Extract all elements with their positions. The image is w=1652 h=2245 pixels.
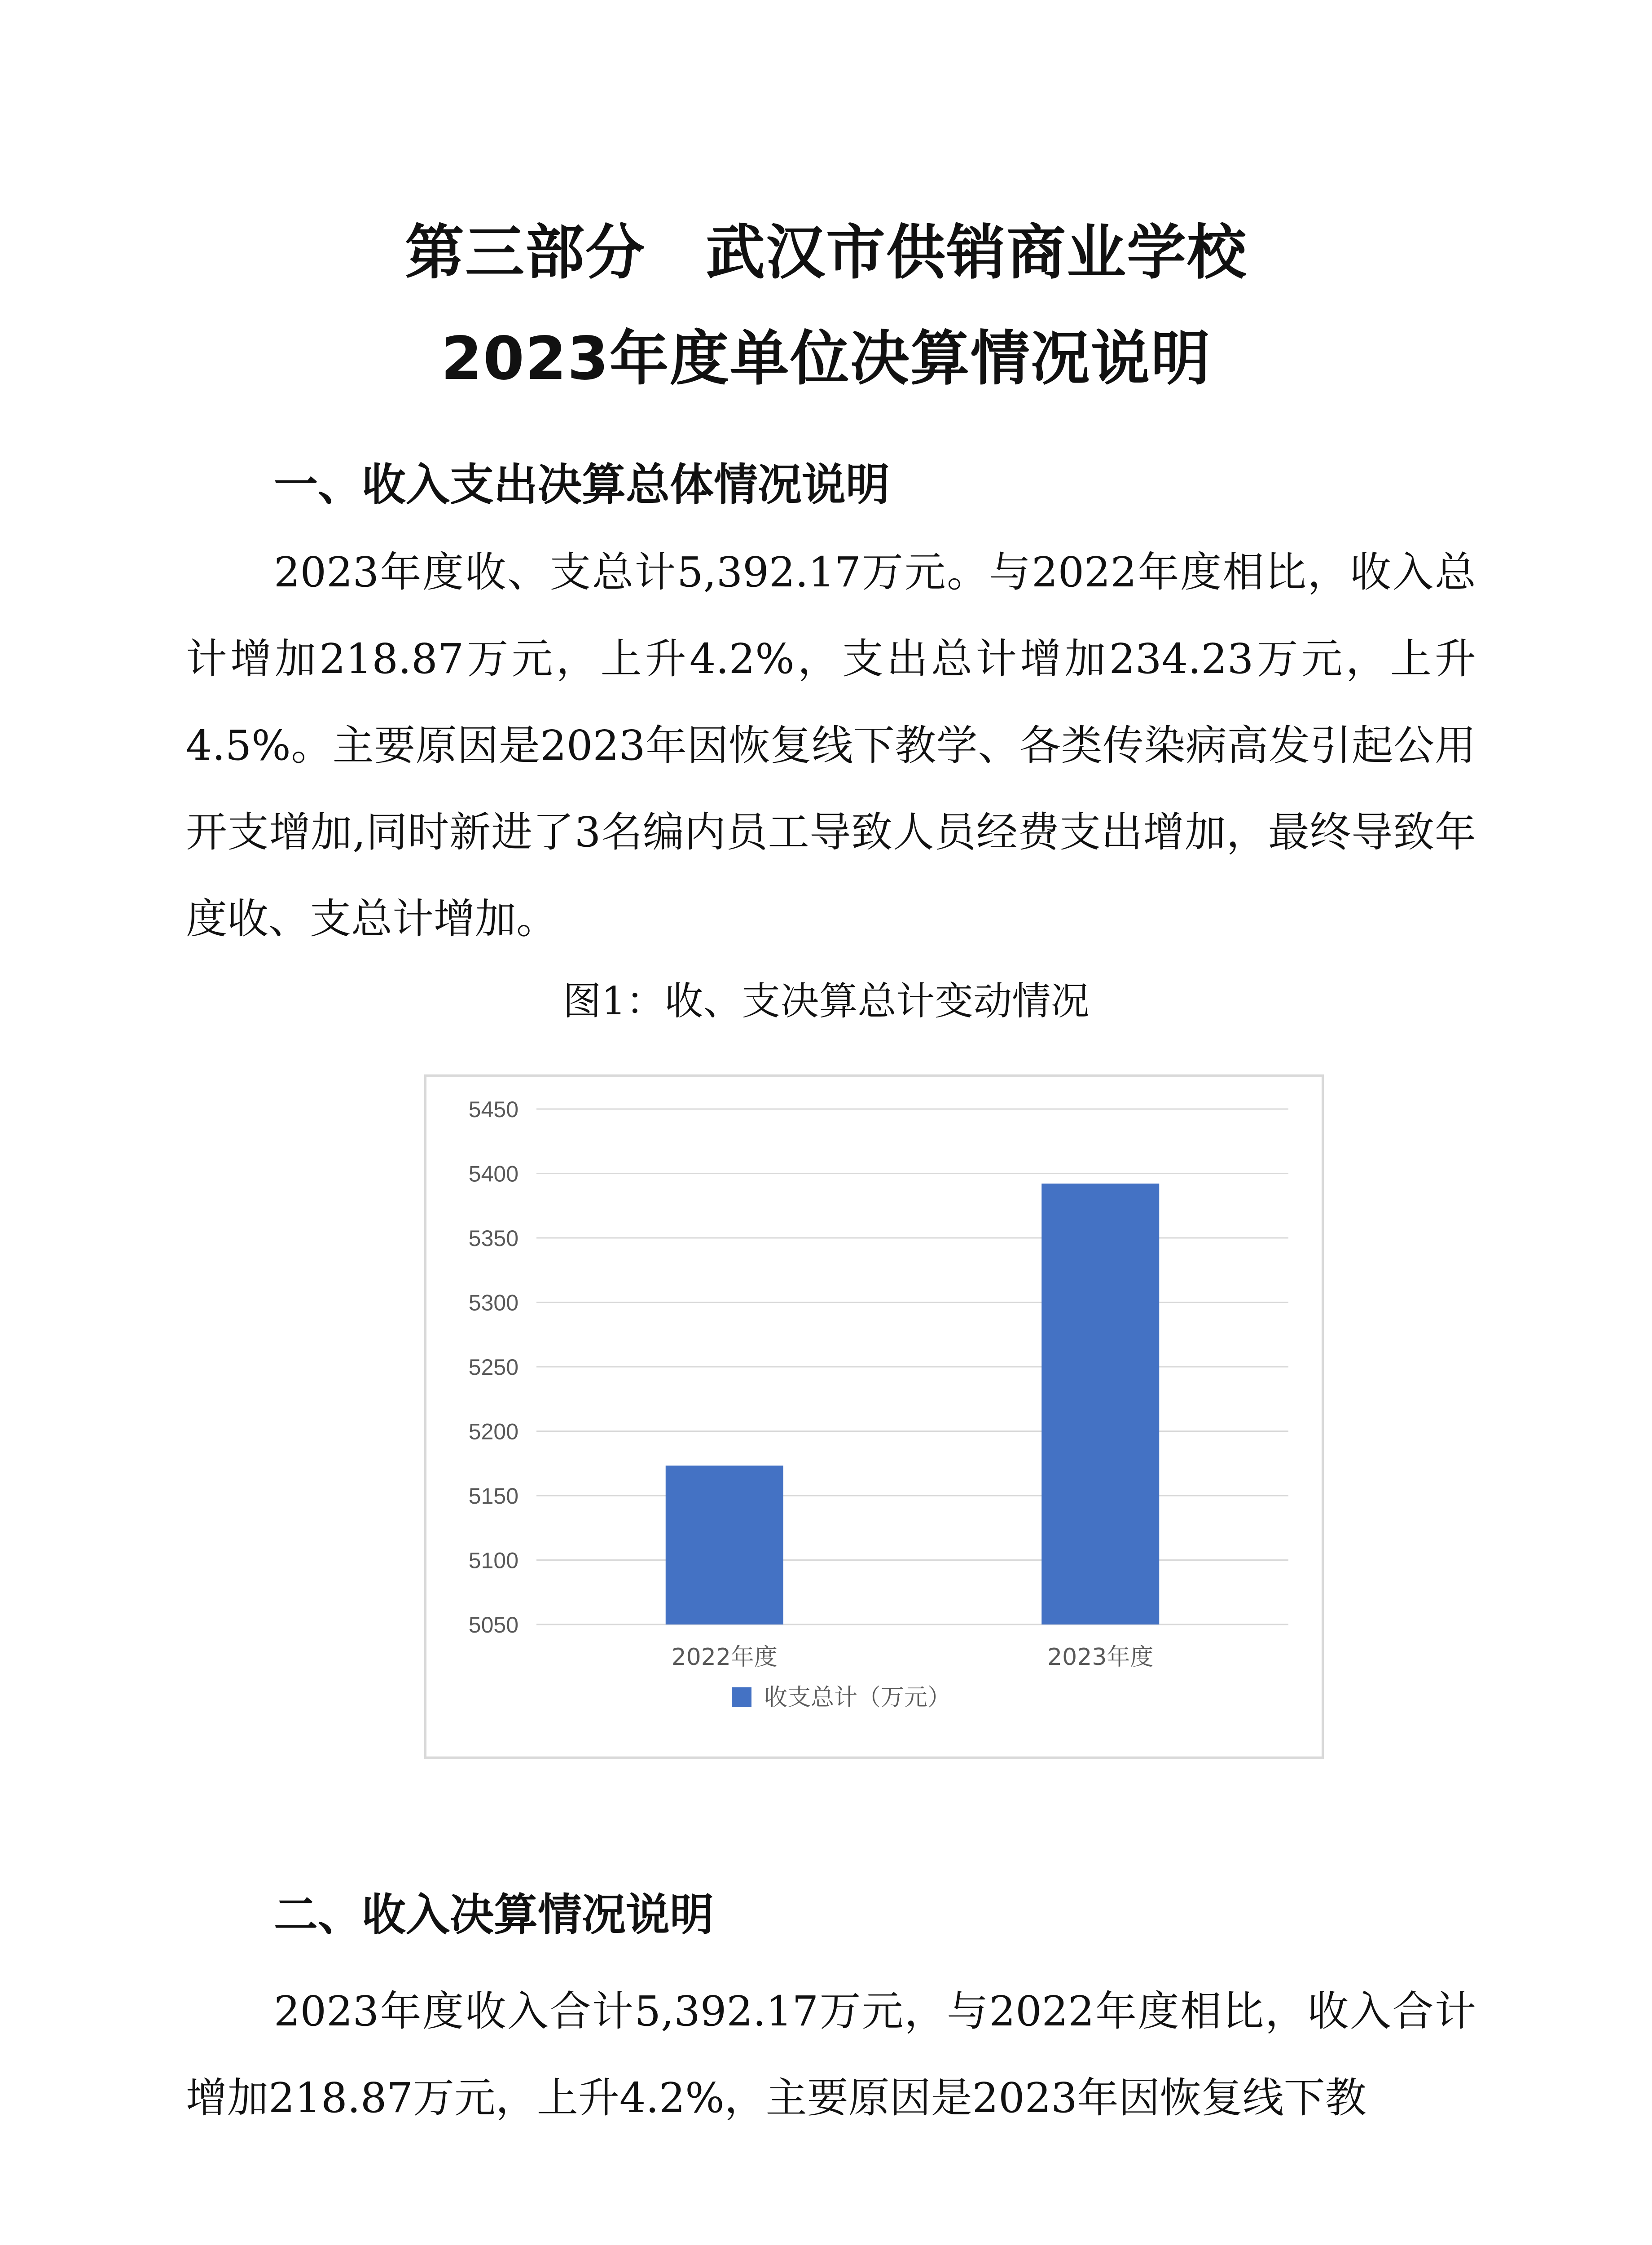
bar: [666, 1466, 783, 1624]
figure-caption: 图1：收、支决算总计变动情况: [562, 979, 1090, 1024]
document-title-line1: 第三部分 武汉市供销商业学校: [405, 218, 1247, 287]
chart-bars: [666, 1184, 1160, 1624]
section1-paragraph: 2023年度收、支总计5,392.17万元。与2022年度相比，收入总计增加218.87万元，上升4.2%，支出总计增加234.23万元，上升4.5%。主要原因是2023年因恢复线下教学、各类传染病高发引起公用开支增加,同时新进了3名编内员工导致人员经费支出增加，最终导致年度收、支总计增加。: [186, 548, 1476, 943]
y-tick-label: 5300: [468, 1290, 518, 1316]
x-category-label: 2022年度: [671, 1644, 778, 1671]
y-tick-label: 5050: [468, 1612, 518, 1638]
chart-gridlines: [536, 1109, 1288, 1624]
bar: [1041, 1184, 1159, 1624]
legend-swatch: [732, 1687, 751, 1707]
x-category-label: 2023年度: [1047, 1644, 1154, 1671]
y-tick-label: 5100: [468, 1548, 518, 1573]
y-tick-label: 5350: [468, 1226, 518, 1251]
chart-category-labels: [672, 1644, 1154, 1671]
section2-paragraph: 2023年度收入合计5,392.17万元，与2022年度相比，收入合计增加218.87万元，上升4.2%，主要原因是2023年因恢复线下教: [186, 1987, 1476, 2122]
chart-y-tick-labels: [469, 1097, 518, 1638]
document-title-line2: 2023年度单位决算情况说明: [441, 324, 1211, 393]
bar-chart: [426, 1077, 1322, 1756]
legend-label: 收支总计（万元）: [764, 1684, 951, 1711]
section1-heading: 一、收入支出决算总体情况说明: [274, 459, 890, 511]
chart-frame: [424, 1074, 1324, 1759]
y-tick-label: 5450: [468, 1097, 518, 1122]
y-tick-label: 5400: [468, 1161, 518, 1187]
y-tick-label: 5250: [468, 1355, 518, 1380]
section2-heading: 二、收入决算情况说明: [274, 1889, 714, 1941]
y-tick-label: 5200: [468, 1419, 518, 1444]
chart-legend: [732, 1684, 951, 1711]
y-tick-label: 5150: [468, 1483, 518, 1509]
